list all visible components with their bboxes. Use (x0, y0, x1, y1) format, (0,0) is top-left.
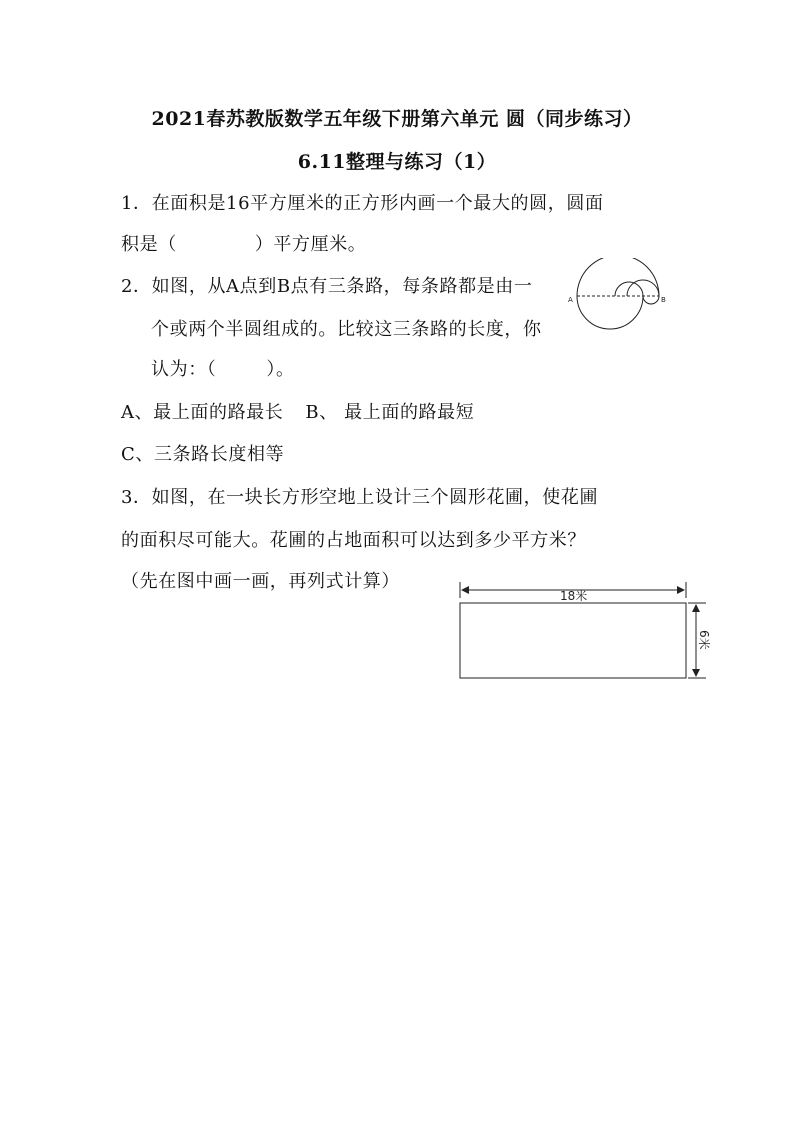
question-1-suffix: ）平方厘米。 (254, 234, 367, 255)
question-2-options-row (121, 398, 474, 424)
width-label: 18米 (560, 589, 588, 603)
upper-large-semicircle (577, 258, 659, 296)
question-1-line-2 (121, 230, 366, 256)
semicircle-paths-figure (565, 258, 675, 338)
point-b-label: B (661, 296, 666, 304)
question-1-prefix: 积是（ (121, 234, 177, 255)
question-2-line-1: 2．如图，从A点到B点有三条路，每条路都是由一 (121, 276, 533, 297)
arrowhead-top (692, 604, 700, 612)
lower-large-semicircle (577, 296, 643, 329)
arrowhead-left (461, 586, 469, 594)
question-3-line-1: 3．如图，在一块长方形空地上设计三个圆形花圃，使花圃 (121, 487, 599, 508)
rectangle-plot-figure (450, 580, 720, 690)
worksheet-title-line-2: 6.11整理与练习（1） (297, 151, 497, 173)
lower-small-semicircle (643, 296, 659, 304)
question-2-suffix: ）。 (266, 359, 295, 380)
question-1-line-1: 1．在面积是16平方厘米的正方形内画一个最大的圆，圆面 (121, 193, 604, 214)
option-c: C、三条路长度相等 (121, 444, 285, 465)
question-2-line-3 (151, 355, 295, 381)
question-3-line-3: （先在图中画一画，再列式计算） (121, 571, 400, 592)
option-a: A、最上面的路最长 (121, 402, 284, 423)
arrowhead-right (677, 586, 685, 594)
question-2-line-2: 个或两个半圆组成的。比较这三条路的长度，你 (151, 319, 542, 340)
question-3-line-2: 的面积尽可能大。花圃的占地面积可以达到多少平方米？ (121, 530, 586, 551)
option-b: B、 最上面的路最短 (305, 402, 475, 423)
arrowhead-bottom (692, 669, 700, 677)
height-label: 6米 (697, 630, 711, 650)
worksheet-title-line-1: 2021春苏教版数学五年级下册第六单元 圆（同步练习） (151, 108, 643, 130)
question-2-prefix: 认为：（ (151, 359, 217, 380)
point-a-label: A (568, 296, 573, 304)
rectangular-plot (460, 603, 686, 678)
